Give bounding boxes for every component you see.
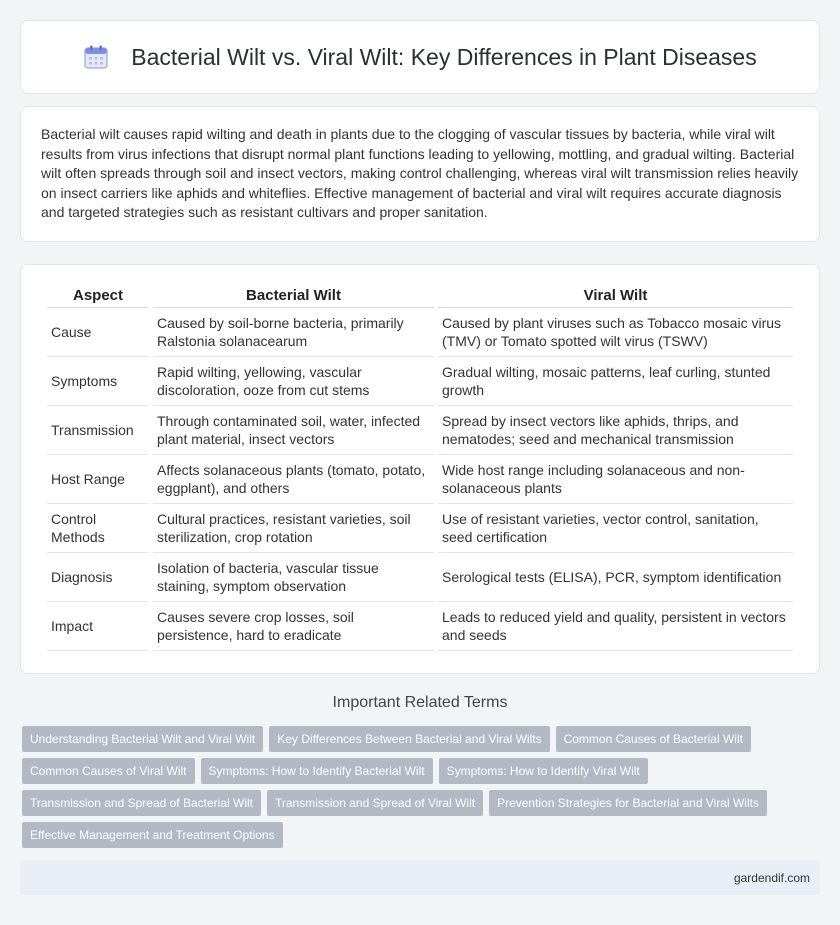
footer: [20, 861, 820, 895]
related-term-link[interactable]: Symptoms: How to Identify Bacterial Wilt: [201, 758, 433, 784]
related-term-link[interactable]: Transmission and Spread of Bacterial Wilt: [22, 790, 261, 816]
cell-viral: Serological tests (ELISA), PCR, symptom identification: [438, 553, 793, 602]
page-title-text: Bacterial Wilt vs. Viral Wilt: Key Differences in Plant Diseases: [131, 43, 757, 70]
footer-site-link[interactable]: gardendif.com: [733, 871, 810, 885]
related-term-link[interactable]: Common Causes of Bacterial Wilt: [556, 726, 751, 752]
table-row: [47, 406, 793, 455]
comparison-table-card: [20, 264, 820, 674]
related-terms-list: [22, 726, 812, 848]
cell-bacterial: Isolation of bacteria, vascular tissue staining, symptom observation: [153, 553, 434, 602]
header-bacterial-wilt: Bacterial Wilt: [153, 283, 434, 308]
table-row: [47, 602, 793, 651]
cell-bacterial: Caused by soil-borne bacteria, primarily Ralstonia solanacearum: [153, 308, 434, 357]
table-header-row: [47, 283, 793, 308]
related-term-link[interactable]: Prevention Strategies for Bacterial and Viral Wilts: [489, 790, 767, 816]
cell-bacterial: Causes severe crop losses, soil persistence, hard to eradicate: [153, 602, 434, 651]
related-term-link[interactable]: Symptoms: How to Identify Viral Wilt: [439, 758, 648, 784]
header-viral-wilt: Viral Wilt: [438, 283, 793, 308]
related-term-link[interactable]: Effective Management and Treatment Options: [22, 822, 283, 848]
cell-aspect: Impact: [47, 602, 149, 651]
related-term-link[interactable]: Understanding Bacterial Wilt and Viral Wilt: [22, 726, 263, 752]
cell-viral: Wide host range including solanaceous and non-solanaceous plants: [438, 455, 793, 504]
intro-paragraph: Bacterial wilt causes rapid wilting and death in plants due to the clogging of vascular tissues by bacteria, while viral wilt results from virus infections that disrupt normal plant functions leading to yellowing, mottling, and gradual wilting. Bacterial wilt often spreads through soil and insect vectors, making control challenging, whereas viral wilt transmission relies heavily on insect carriers like aphids and whiteflies. Effective management of bacterial and viral wilt requires accurate diagnosis and targeted strategies such as resistant cultivars and proper sanitation.: [41, 126, 799, 220]
cell-viral: Use of resistant varieties, vector control, sanitation, seed certification: [438, 504, 793, 553]
cell-bacterial: Rapid wilting, yellowing, vascular discoloration, ooze from cut stems: [153, 357, 434, 406]
cell-aspect: Control Methods: [47, 504, 149, 553]
related-term-link[interactable]: Transmission and Spread of Viral Wilt: [267, 790, 483, 816]
cell-aspect: Host Range: [47, 455, 149, 504]
cell-aspect: Diagnosis: [47, 553, 149, 602]
calendar-icon: [83, 44, 109, 70]
table-row: [47, 308, 793, 357]
related-term-link[interactable]: Common Causes of Viral Wilt: [22, 758, 195, 784]
cell-viral: Caused by plant viruses such as Tobacco mosaic virus (TMV) or Tomato spotted wilt virus (TSWV): [438, 308, 793, 357]
comparison-table: [43, 283, 797, 651]
page-title: [83, 44, 756, 71]
cell-aspect: Symptoms: [47, 357, 149, 406]
table-row: [47, 357, 793, 406]
header-aspect: Aspect: [47, 283, 149, 308]
table-row: [47, 553, 793, 602]
title-card: [20, 20, 820, 94]
cell-aspect: Cause: [47, 308, 149, 357]
cell-viral: Spread by insect vectors like aphids, thrips, and nematodes; seed and mechanical transmission: [438, 406, 793, 455]
cell-bacterial: Cultural practices, resistant varieties, soil sterilization, crop rotation: [153, 504, 434, 553]
table-row: [47, 455, 793, 504]
cell-viral: Gradual wilting, mosaic patterns, leaf curling, stunted growth: [438, 357, 793, 406]
cell-aspect: Transmission: [47, 406, 149, 455]
intro-card: [20, 106, 820, 242]
related-term-link[interactable]: Key Differences Between Bacterial and Viral Wilts: [269, 726, 549, 752]
table-row: [47, 504, 793, 553]
cell-bacterial: Through contaminated soil, water, infected plant material, insect vectors: [153, 406, 434, 455]
related-terms-heading: Important Related Terms: [332, 694, 508, 711]
cell-bacterial: Affects solanaceous plants (tomato, potato, eggplant), and others: [153, 455, 434, 504]
cell-viral: Leads to reduced yield and quality, persistent in vectors and seeds: [438, 602, 793, 651]
